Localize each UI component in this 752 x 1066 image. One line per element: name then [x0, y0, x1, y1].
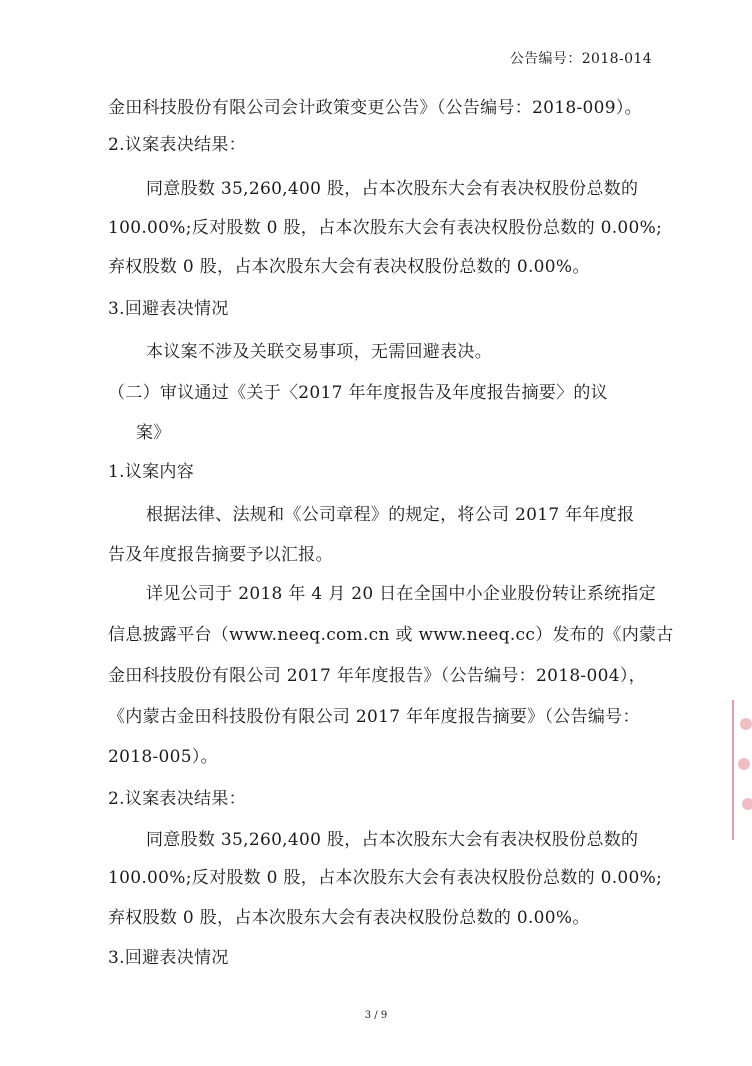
body-line: 金田科技股份有限公司会计政策变更公告》（公告编号：2018-009）。	[108, 98, 642, 118]
body-line: 2018-005）。	[108, 747, 218, 767]
body-line: 根据法律、法规和《公司章程》的规定，将公司 2017 年年度报	[146, 505, 635, 525]
body-line: 《内蒙古金田科技股份有限公司 2017 年年度报告摘要》（公告编号：	[108, 707, 640, 727]
section-heading: 3.回避表决情况	[108, 948, 229, 968]
body-line: 同意股数 35,260,400 股，占本次股东大会有表决权股份总数的	[146, 830, 639, 850]
body-line: 详见公司于 2018 年 4 月 20 日在全国中小企业股份转让系统指定	[146, 584, 656, 604]
body-line: 100.00%;反对股数 0 股，占本次股东大会有表决权股份总数的 0.00%;	[108, 868, 663, 888]
body-line: 信息披露平台（www.neeq.com.cn 或 www.neeq.cc）发布的《内蒙古	[108, 625, 674, 645]
section-heading: 1.议案内容	[108, 462, 195, 482]
section-heading: 2.议案表决结果：	[108, 789, 246, 809]
body-line: 告及年度报告摘要予以汇报。	[108, 545, 333, 565]
body-line: 本议案不涉及关联交易事项，无需回避表决。	[146, 342, 492, 362]
section-heading: 2.议案表决结果：	[108, 135, 246, 155]
seal-stamp-edge	[732, 700, 752, 840]
section-heading: （二）审议通过《关于〈2017 年年度报告及年度报告摘要〉的议	[108, 383, 608, 403]
body-line: 金田科技股份有限公司 2017 年年度报告》（公告编号：2018-004），	[108, 666, 646, 686]
body-line: 100.00%;反对股数 0 股，占本次股东大会有表决权股份总数的 0.00%;	[108, 218, 663, 238]
section-heading: 3.回避表决情况	[108, 299, 229, 319]
body-line: 同意股数 35,260,400 股，占本次股东大会有表决权股份总数的	[146, 179, 639, 199]
body-line: 弃权股数 0 股，占本次股东大会有表决权股份总数的 0.00%。	[108, 257, 590, 277]
section-heading: 案》	[136, 423, 171, 443]
announcement-number: 公告编号：2018-014	[509, 51, 652, 67]
page-number: 3 / 9	[364, 1010, 388, 1021]
body-line: 弃权股数 0 股，占本次股东大会有表决权股份总数的 0.00%。	[108, 908, 590, 928]
